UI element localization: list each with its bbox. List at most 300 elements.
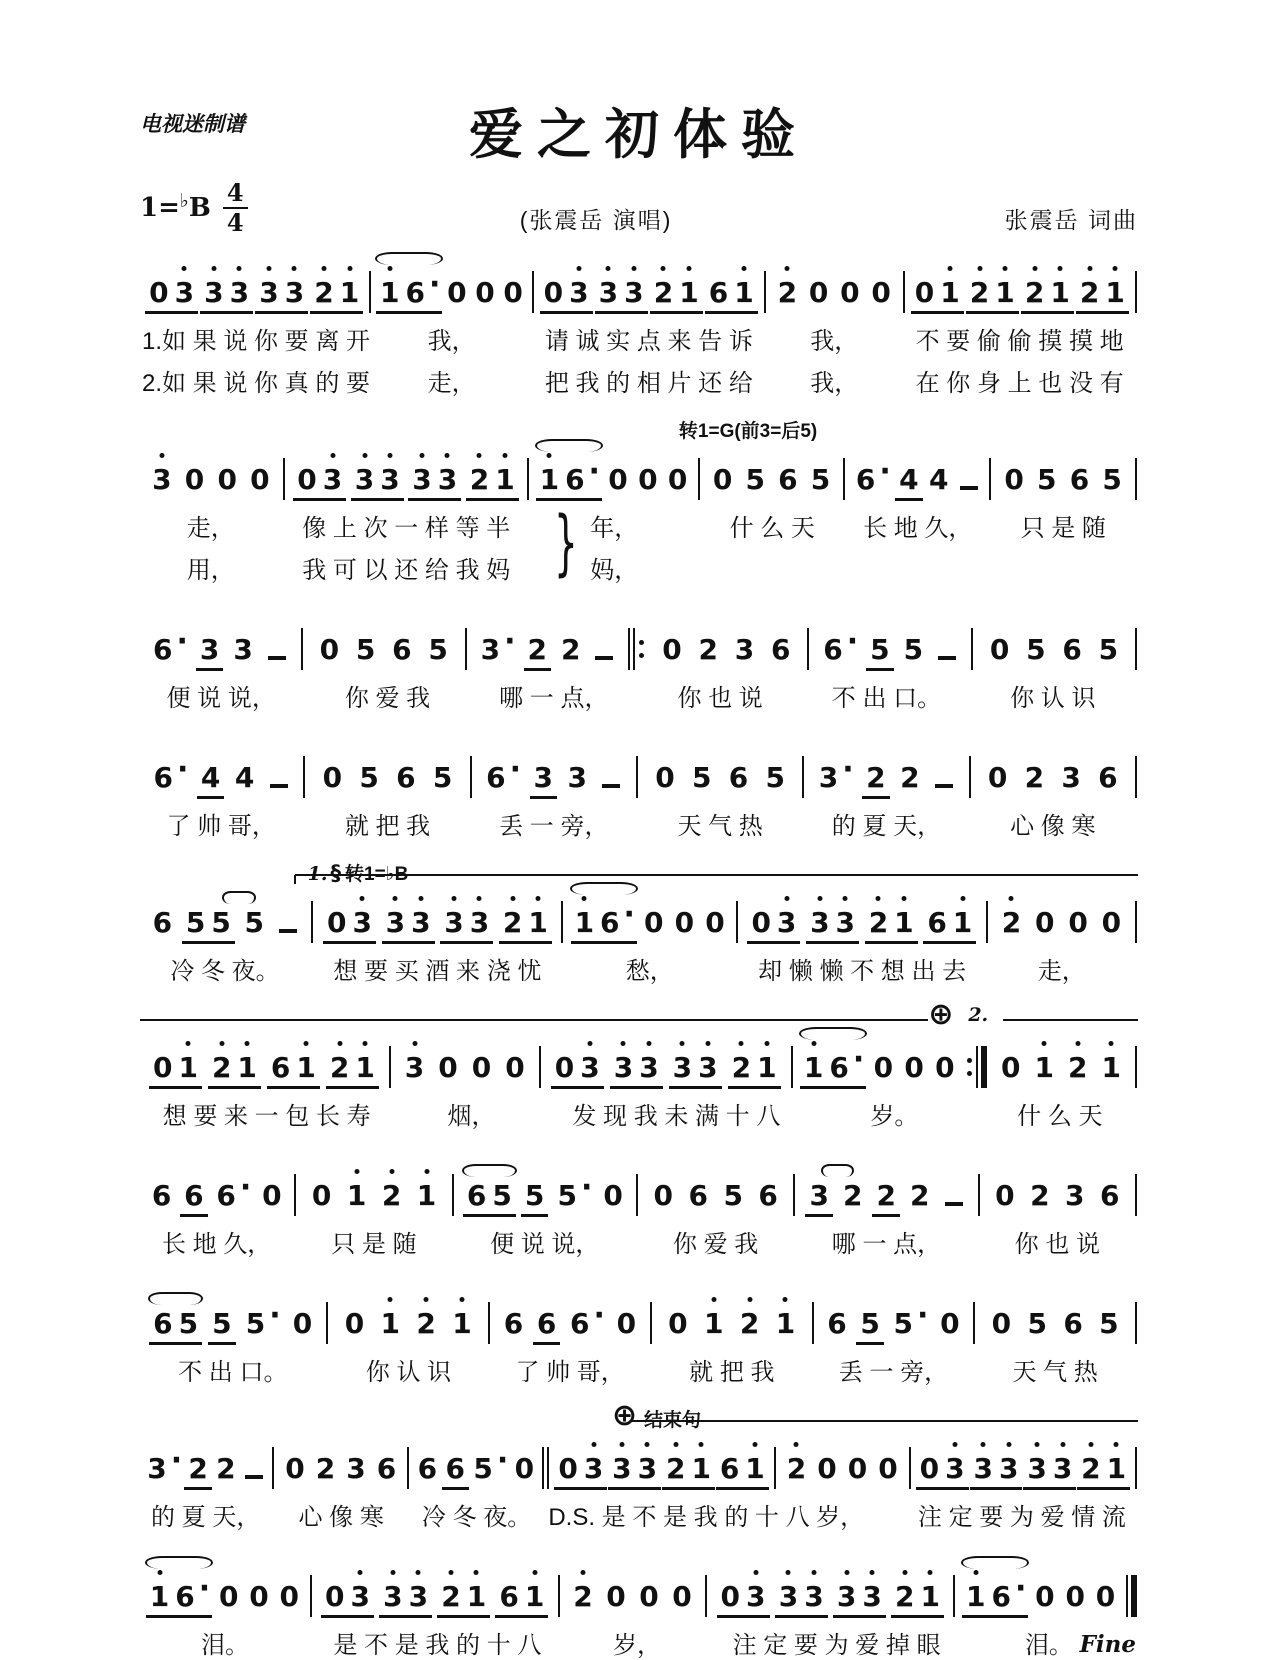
score-line	[140, 415, 1138, 585]
lyric-text: 了 帅 哥，	[166, 813, 276, 840]
note-digit: 2	[698, 633, 718, 666]
note-digit: 0	[344, 1307, 365, 1340]
note-token	[870, 1051, 897, 1089]
note-digit: 0	[447, 276, 467, 309]
note-digit: 1	[992, 276, 1017, 309]
note-digit: 2	[999, 906, 1024, 939]
lyric-text: 岁。	[870, 1103, 919, 1130]
note-token	[747, 906, 800, 944]
note-token	[998, 906, 1025, 944]
measure	[639, 1179, 792, 1217]
note-digit: 1	[754, 1051, 779, 1084]
note-digit: 2	[651, 276, 676, 309]
note-digit: 3	[942, 1452, 967, 1485]
note-digit: 5	[185, 906, 206, 939]
note-digit: 0	[644, 906, 664, 939]
note-digit: 3	[402, 1051, 427, 1084]
note-token	[378, 1179, 405, 1217]
note-digit: 1	[1102, 276, 1127, 309]
annotation-overline	[631, 1420, 1138, 1422]
note-token	[448, 1307, 475, 1345]
note-token	[355, 761, 382, 799]
note-token	[208, 1307, 235, 1345]
note-token	[143, 1443, 184, 1490]
octave-dot	[580, 1570, 585, 1575]
note-digit: 1	[1047, 276, 1072, 309]
lyric-text: 冷 冬 夜。	[421, 1504, 532, 1531]
notes-row	[140, 888, 1138, 944]
octave-dot	[237, 266, 242, 271]
lyric-text: 年，	[590, 515, 639, 542]
note-token	[775, 1580, 828, 1618]
note-digit: 1	[352, 1051, 377, 1084]
note-digit: 3	[201, 276, 226, 309]
notes-row	[140, 1033, 1138, 1089]
slur-arc	[821, 1164, 855, 1177]
lyric-text: 走，	[1037, 958, 1086, 985]
octave-dot	[292, 266, 297, 271]
note-digit: 0	[1004, 463, 1024, 496]
note-token	[530, 761, 557, 799]
measure	[739, 906, 985, 944]
slur-arc	[961, 1556, 1029, 1569]
measure	[846, 454, 988, 501]
note-digit: 1	[937, 276, 962, 309]
note-digit: 3	[408, 906, 433, 939]
barline	[1125, 1575, 1138, 1617]
octave-dot	[784, 896, 789, 901]
note-token	[891, 1580, 944, 1618]
note-token	[563, 761, 590, 799]
note-token	[424, 633, 451, 671]
note-token	[684, 1179, 711, 1217]
note-token	[471, 276, 498, 314]
note-digit: 0	[712, 463, 733, 496]
lyric-text: 2.如 果 说 你 真 的 要	[142, 370, 371, 397]
note-token	[553, 1170, 594, 1217]
score-line	[140, 602, 1138, 713]
octave-dot	[1009, 896, 1014, 901]
note-token	[343, 1179, 370, 1217]
octave-dot	[973, 1570, 978, 1575]
dot-after: ·	[852, 1042, 865, 1077]
note-digit: 0	[322, 761, 343, 794]
note-token	[1031, 906, 1058, 944]
note-digit: 1	[525, 906, 550, 939]
verse-brace: }	[554, 502, 578, 585]
octave-dot	[619, 1442, 624, 1447]
note-digit: 6	[1069, 463, 1090, 496]
slur-arc	[375, 252, 443, 265]
note-digit: 5	[1037, 463, 1057, 496]
volta-label	[968, 1004, 991, 1027]
note-token	[477, 624, 518, 671]
note-digit: 6	[466, 1179, 487, 1212]
octave-dot	[219, 1041, 224, 1046]
measure	[455, 1170, 635, 1217]
measure	[708, 1580, 952, 1618]
note-digit: 2	[1022, 276, 1047, 309]
note-digit: 0	[873, 1051, 894, 1084]
note-digit: 5	[903, 633, 924, 666]
dash-note	[960, 486, 978, 490]
note-digit: 2	[729, 1051, 754, 1084]
lyric-text: 请 诚 实 点 来 告 诉	[544, 328, 753, 355]
note-digit: 0	[292, 1307, 313, 1340]
note-digit: 5	[1027, 1307, 1047, 1340]
octave-dot	[680, 1041, 685, 1046]
measure	[810, 624, 970, 671]
note-digit: 5	[557, 1179, 577, 1212]
annotation-overline	[1003, 1019, 1138, 1021]
note-digit: 2	[379, 1179, 404, 1212]
note-digit: 3	[347, 1580, 372, 1613]
note-token	[852, 454, 893, 501]
note-digit: 2	[209, 1051, 234, 1084]
note-digit: 3	[352, 463, 377, 496]
note-token	[1021, 761, 1048, 799]
note-digit: 0	[438, 1051, 458, 1084]
modulation-label: 转1=G(前3=后5)	[678, 421, 818, 442]
note-digit: 6	[392, 633, 412, 666]
measure	[140, 276, 368, 314]
note-token	[1076, 276, 1129, 314]
note-token	[725, 761, 752, 799]
note-token	[872, 1179, 899, 1217]
note-token	[997, 1051, 1024, 1089]
lyric-text: 什 么 天	[1017, 1103, 1103, 1130]
note-token	[962, 1571, 1028, 1618]
note-digit: 3	[577, 1051, 602, 1084]
score	[140, 245, 1138, 1660]
note-digit: 0	[250, 463, 270, 496]
slur-arc	[462, 1164, 517, 1177]
octave-dot	[322, 266, 327, 271]
octave-dot	[786, 1570, 791, 1575]
octave-dot	[360, 896, 365, 901]
octave-dot	[245, 1041, 250, 1046]
dot-after: ·	[269, 1298, 281, 1333]
note-digit: 2	[188, 1452, 208, 1485]
octave-dot	[347, 266, 352, 271]
octave-dot	[1003, 266, 1008, 271]
note-digit: 1	[801, 1051, 826, 1084]
note-digit: 0	[149, 276, 169, 309]
octave-dot	[474, 1570, 479, 1575]
octave-dot	[1042, 1041, 1047, 1046]
annotation-strip	[140, 1276, 1138, 1289]
note-digit: 5	[870, 633, 890, 666]
octave-dot	[477, 896, 482, 901]
dot-after: ·	[176, 752, 189, 787]
note-digit: 3	[383, 906, 408, 939]
note-token	[229, 633, 256, 671]
note-digit: 6	[1098, 761, 1118, 794]
annotation-strip	[140, 245, 1138, 258]
note-token	[401, 1051, 428, 1089]
note-token	[289, 1307, 316, 1345]
note-digit: 2	[967, 276, 992, 309]
note-token	[341, 1307, 368, 1345]
lyric-text: 你 认 识	[1010, 685, 1096, 712]
note-digit: 1	[293, 1051, 318, 1084]
note-digit: 0	[471, 1051, 492, 1084]
note-token	[866, 633, 893, 671]
lyric-text: 便 说 说，	[166, 685, 276, 712]
note-digit: 2	[1030, 1179, 1050, 1212]
octave-dot	[389, 1169, 394, 1174]
measure	[956, 1571, 1125, 1618]
lyric-text: 长 地 久，	[863, 515, 973, 542]
note-digit: 6	[758, 1179, 778, 1212]
note-digit: 3	[636, 1051, 661, 1084]
note-token	[379, 1580, 432, 1618]
note-digit: 6	[688, 1179, 708, 1212]
dot-after: ·	[198, 1571, 211, 1606]
note-digit: 2	[1024, 761, 1045, 794]
note-digit: 3	[480, 633, 501, 666]
note-digit: 0	[808, 276, 829, 309]
note-digit: 5	[211, 906, 231, 939]
note-token	[688, 761, 715, 799]
note-digit: 0	[319, 633, 340, 666]
note-digit: 3	[611, 1051, 636, 1084]
singer-credit: (张震岳 演唱)	[519, 207, 673, 233]
note-token	[767, 633, 794, 671]
note-digit: 1	[688, 1452, 713, 1485]
note-digit: 0	[1101, 906, 1122, 939]
note-token	[434, 1051, 461, 1089]
note-digit: 3	[256, 276, 281, 309]
note-digit: 1	[1104, 1452, 1129, 1485]
octave-dot	[699, 1442, 704, 1447]
note-digit: 0	[503, 276, 523, 309]
key-prefix: 1=	[140, 193, 180, 223]
note-token	[900, 633, 927, 671]
note-token	[906, 1179, 933, 1217]
octave-dot	[390, 1570, 395, 1575]
note-token	[867, 276, 894, 314]
note-token	[806, 906, 859, 944]
lyric-text: 在 你 身 上 也 没 有	[915, 370, 1124, 397]
note-token	[524, 633, 551, 671]
note-digit: 3	[1061, 761, 1081, 794]
octave-dot	[591, 1442, 596, 1447]
octave-dot	[547, 453, 552, 458]
note-digit: 4	[200, 761, 221, 794]
note-token	[408, 463, 461, 501]
note-token	[310, 276, 363, 314]
octave-dot	[661, 266, 666, 271]
note-token	[635, 1580, 662, 1618]
note-digit: 3	[734, 633, 755, 666]
measure	[561, 1580, 705, 1618]
note-digit: 0	[668, 1307, 688, 1340]
lyric-text: 我 可 以 还 给 我 妈	[302, 557, 511, 584]
note-token	[608, 1452, 661, 1490]
note-digit: 5	[1099, 1307, 1119, 1340]
note-token	[392, 761, 419, 799]
octave-dot	[902, 1570, 907, 1575]
lyric-row	[140, 363, 1138, 398]
note-token	[148, 1179, 175, 1217]
note-token	[149, 752, 190, 799]
annotation-overline	[295, 874, 1138, 876]
note-digit: 0	[995, 1179, 1015, 1212]
lyrics-block	[140, 1224, 1138, 1259]
note-digit: 2	[216, 1452, 236, 1485]
note-digit: 3	[199, 633, 220, 666]
note-token	[1097, 1051, 1124, 1089]
lyric-row	[140, 1497, 1138, 1532]
lyrics-block	[140, 951, 1138, 986]
note-token	[413, 1179, 440, 1217]
note-digit: 0	[674, 906, 695, 939]
note-token	[377, 1307, 404, 1345]
octave-dot	[645, 1442, 650, 1447]
notes-row	[140, 445, 1138, 501]
note-token	[373, 1452, 400, 1490]
note-digit: 6	[827, 1307, 847, 1340]
lyric-text: 你 也 说	[677, 685, 763, 712]
octave-dot	[330, 453, 335, 458]
measure	[306, 761, 468, 799]
note-digit: 3	[227, 276, 252, 309]
note-token	[701, 906, 728, 944]
note-token	[844, 1452, 871, 1490]
note-token	[1064, 906, 1091, 944]
measure	[542, 1051, 790, 1089]
note-digit: 6	[499, 1580, 519, 1613]
note-digit: 5	[810, 463, 831, 496]
note-digit: 3	[567, 761, 587, 794]
note-token	[466, 463, 519, 501]
coda-icon: ⊕	[928, 997, 954, 1032]
note-digit: 0	[249, 1580, 269, 1613]
lyric-text: 哪 一 点，	[831, 1231, 942, 1258]
note-digit: 0	[919, 1452, 940, 1485]
note-token	[267, 1051, 320, 1089]
note-token	[984, 761, 1011, 799]
note-digit: 3	[834, 1580, 859, 1613]
octave-dot	[449, 1570, 454, 1575]
transcriber-credit: 电视迷制谱	[140, 111, 245, 136]
note-token	[240, 906, 267, 944]
octave-dot	[739, 1041, 744, 1046]
note-digit: 2	[910, 1179, 930, 1212]
dot-after: ·	[846, 624, 859, 659]
note-digit: 0	[558, 1452, 578, 1485]
lyric-text: 想 要 来 一 包 长 寿	[162, 1103, 371, 1130]
measure	[410, 1443, 541, 1490]
octave-dot	[362, 453, 367, 458]
note-token	[1077, 1452, 1130, 1490]
note-digit: 3	[621, 276, 646, 309]
note-token	[1026, 1179, 1053, 1217]
note-digit: 2	[327, 1051, 352, 1084]
note-token	[429, 761, 456, 799]
measure	[976, 1307, 1134, 1345]
note-digit: 0	[279, 1580, 299, 1613]
note-digit: 6	[991, 1580, 1011, 1613]
lyric-text	[847, 550, 989, 585]
note-digit: 1	[742, 1452, 767, 1485]
note-token	[293, 463, 346, 501]
note-token	[212, 1452, 239, 1490]
dash-note	[279, 929, 297, 933]
note-token	[742, 463, 769, 501]
note-token	[613, 1307, 640, 1345]
measure	[767, 276, 902, 314]
dash-note	[245, 1475, 263, 1479]
measure	[815, 1298, 973, 1345]
barline	[1134, 901, 1138, 943]
octave-dot	[477, 453, 482, 458]
note-token	[242, 1298, 283, 1345]
note-digit: 0	[817, 1452, 837, 1485]
note-token	[988, 1307, 1015, 1345]
octave-dot	[459, 1297, 464, 1302]
note-token	[728, 1051, 781, 1089]
note-digit: 0	[152, 1051, 173, 1084]
dash-note	[602, 784, 620, 788]
measure	[275, 1452, 406, 1490]
lyric-row	[140, 1352, 1138, 1387]
notes-row	[140, 615, 1138, 671]
note-token	[1095, 633, 1122, 671]
note-digit: 2	[892, 1580, 917, 1613]
note-digit: 0	[904, 1051, 924, 1084]
lyric-text: 烟，	[447, 1103, 496, 1130]
lyric-text: 是 不 是 我 的 十 八	[333, 1632, 542, 1659]
lyric-text: 你 爱 我	[344, 685, 431, 712]
barline	[541, 1447, 550, 1489]
dot-after: ·	[176, 624, 188, 659]
note-token	[245, 1580, 272, 1618]
note-digit: 3	[809, 1179, 829, 1212]
octave-dot	[673, 1442, 678, 1447]
note-digit: 6	[503, 1307, 524, 1340]
octave-dot	[1035, 1442, 1040, 1447]
lyric-text: 哪 一 点，	[499, 685, 609, 712]
octave-dot	[1006, 1442, 1011, 1447]
note-token	[731, 633, 758, 671]
measure	[992, 463, 1134, 501]
note-digit: 5	[473, 1452, 493, 1485]
note-token	[308, 1179, 335, 1217]
note-token	[184, 1452, 211, 1490]
note-digit: 1	[522, 1580, 547, 1613]
octave-dot	[418, 896, 423, 901]
note-digit: 0	[878, 1452, 898, 1485]
note-digit: 6	[1063, 1307, 1083, 1340]
note-token	[326, 1051, 379, 1089]
note-digit: 2	[527, 633, 547, 666]
octave-dot	[532, 1570, 537, 1575]
note-digit: 2	[413, 1307, 438, 1340]
note-digit: 3	[380, 1580, 405, 1613]
octave-dot	[794, 1442, 799, 1447]
annotation-strip	[140, 1398, 1138, 1434]
measure	[653, 1307, 811, 1345]
note-token	[1023, 1452, 1076, 1490]
octave-dot	[1114, 1442, 1119, 1447]
lyric-text: 走，	[186, 515, 235, 542]
note-digit: 6	[376, 1452, 397, 1485]
octave-dot	[1113, 266, 1118, 271]
note-digit: 3	[774, 906, 799, 939]
note-token	[1092, 1580, 1119, 1618]
